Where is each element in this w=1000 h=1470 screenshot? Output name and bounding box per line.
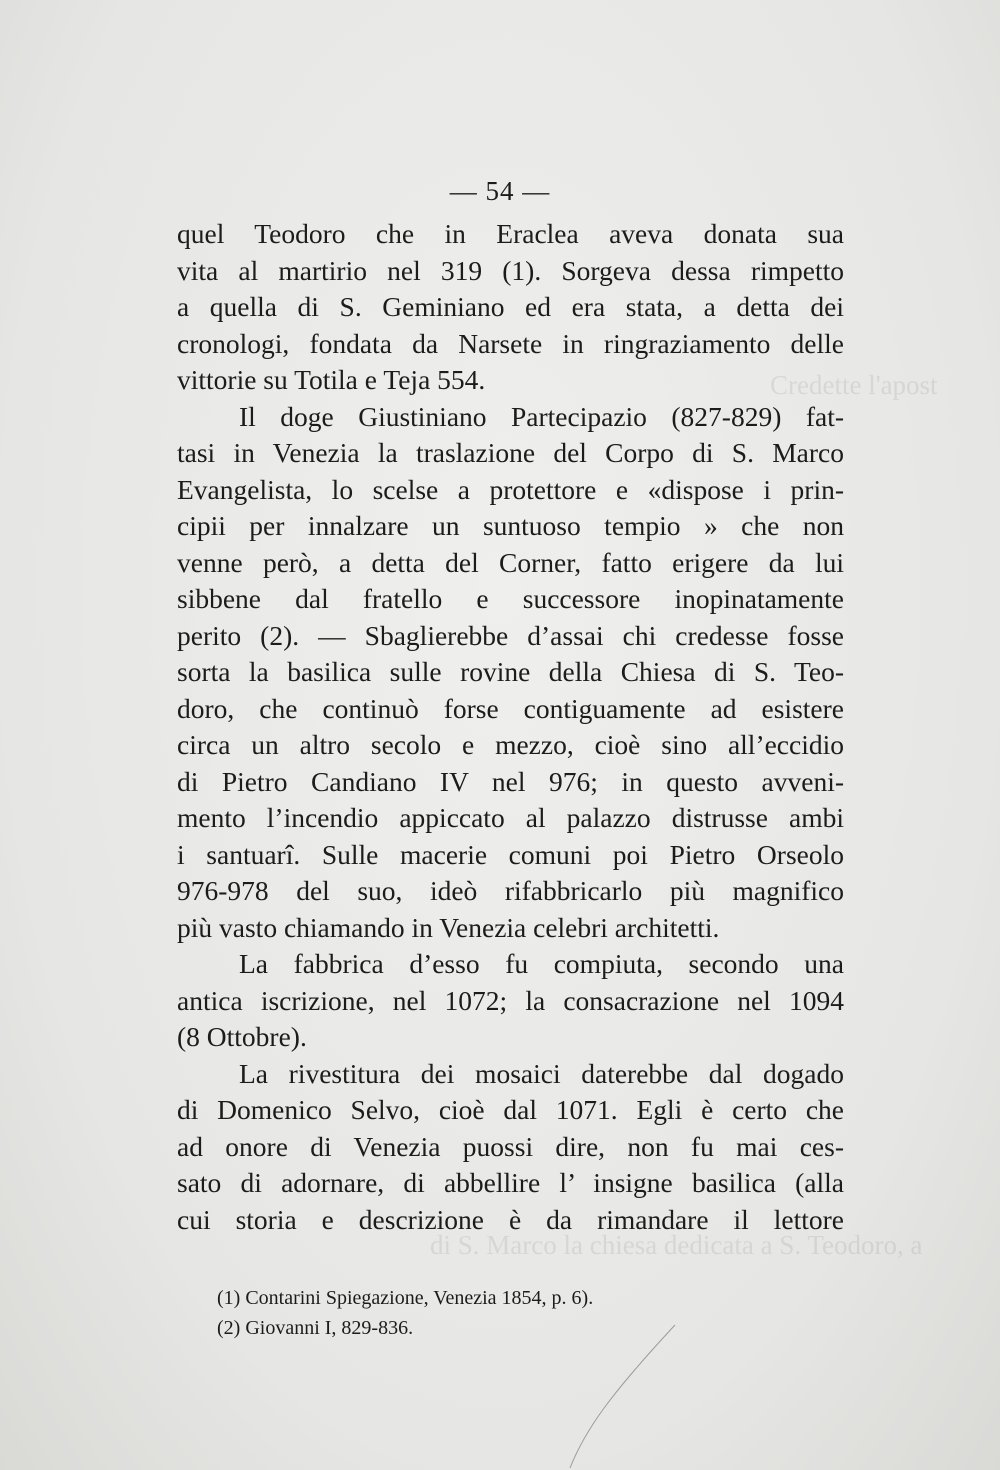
text-line: Evangelista, lo scelse a protettore e «dispose i prin-: [177, 473, 844, 505]
text-line: doro, che continuò forse contiguamente ad esistere: [177, 692, 844, 724]
text-line: di Pietro Candiano IV nel 976; in questo avveni-: [177, 765, 844, 797]
page-number: — 54 —: [449, 176, 551, 206]
text-line: di Domenico Selvo, cioè dal 1071. Egli è certo che: [177, 1094, 844, 1125]
footnote: (1) Contarini Spiegazione, Venezia 1854, p. 6).: [217, 1287, 594, 1309]
text-line: venne però, a detta del Corner, fatto erigere da lui: [177, 546, 844, 578]
footnotes: [217, 1283, 837, 1343]
text-line: (8 Ottobre).: [177, 1021, 307, 1052]
text-line: mento l’incendio appiccato al palazzo distrusse ambi: [177, 802, 844, 833]
text-line: cronologi, fondata da Narsete in ringraziamento delle: [177, 327, 844, 359]
text-line: più vasto chiamando in Venezia celebri architetti.: [177, 911, 720, 943]
text-line: antica iscrizione, nel 1072; la consacrazione nel 1094: [177, 984, 844, 1016]
text-line: a quella di S. Geminiano ed era stata, a detta dei: [177, 291, 844, 322]
text-line: quel Teodoro che in Eraclea aveva donata sua: [177, 218, 844, 249]
text-line: Il doge Giustiniano Partecipazio (827-829) fat-: [239, 400, 844, 432]
text-line: circa un altro secolo e mezzo, cioè sino all’eccidio: [177, 729, 844, 760]
text-line: sato di adornare, di abbellire l’ insigne basilica (alla: [177, 1167, 844, 1198]
show-through-text: Credette l'apost: [770, 370, 938, 400]
body-text: [177, 216, 844, 1238]
text-line: vita al martirio nel 319 (1). Sorgeva dessa rimpetto: [177, 254, 844, 286]
text-line: sibbene dal fratello e successore inopinatamente: [177, 583, 844, 614]
text-line: i santuarî. Sulle macerie comuni poi Pietro Orseolo: [177, 838, 844, 870]
show-through-text-bottom: di S. Marco la chiesa dedicata a S. Teodoro, a: [430, 1230, 923, 1260]
text-line: sorta la basilica sulle rovine della Chiesa di S. Teo-: [177, 656, 844, 687]
text-line: tasi in Venezia la traslazione del Corpo di S. Marco: [177, 437, 844, 468]
text-line: cipii per innalzare un suntuoso tempio » che non: [177, 510, 844, 541]
text-line: perito (2). — Sbaglierebbe d’assai chi credesse fosse: [177, 619, 844, 651]
footnote: (2) Giovanni I, 829-836.: [217, 1317, 414, 1339]
text-line: ad onore di Venezia puossi dire, non fu mai ces-: [177, 1130, 844, 1162]
text-line: La rivestitura dei mosaici daterebbe dal dogado: [239, 1057, 844, 1089]
text-line: La fabbrica d’esso fu compiuta, secondo una: [239, 948, 844, 979]
text-line: vittorie su Totila e Teja 554.: [177, 364, 486, 395]
paper-crease-mark: [565, 1320, 685, 1470]
text-line: cui storia e descrizione è da rimandare il lettore: [177, 1203, 844, 1235]
text-line: 976-978 del suo, ideò rifabbricarlo più magnifico: [177, 875, 844, 906]
